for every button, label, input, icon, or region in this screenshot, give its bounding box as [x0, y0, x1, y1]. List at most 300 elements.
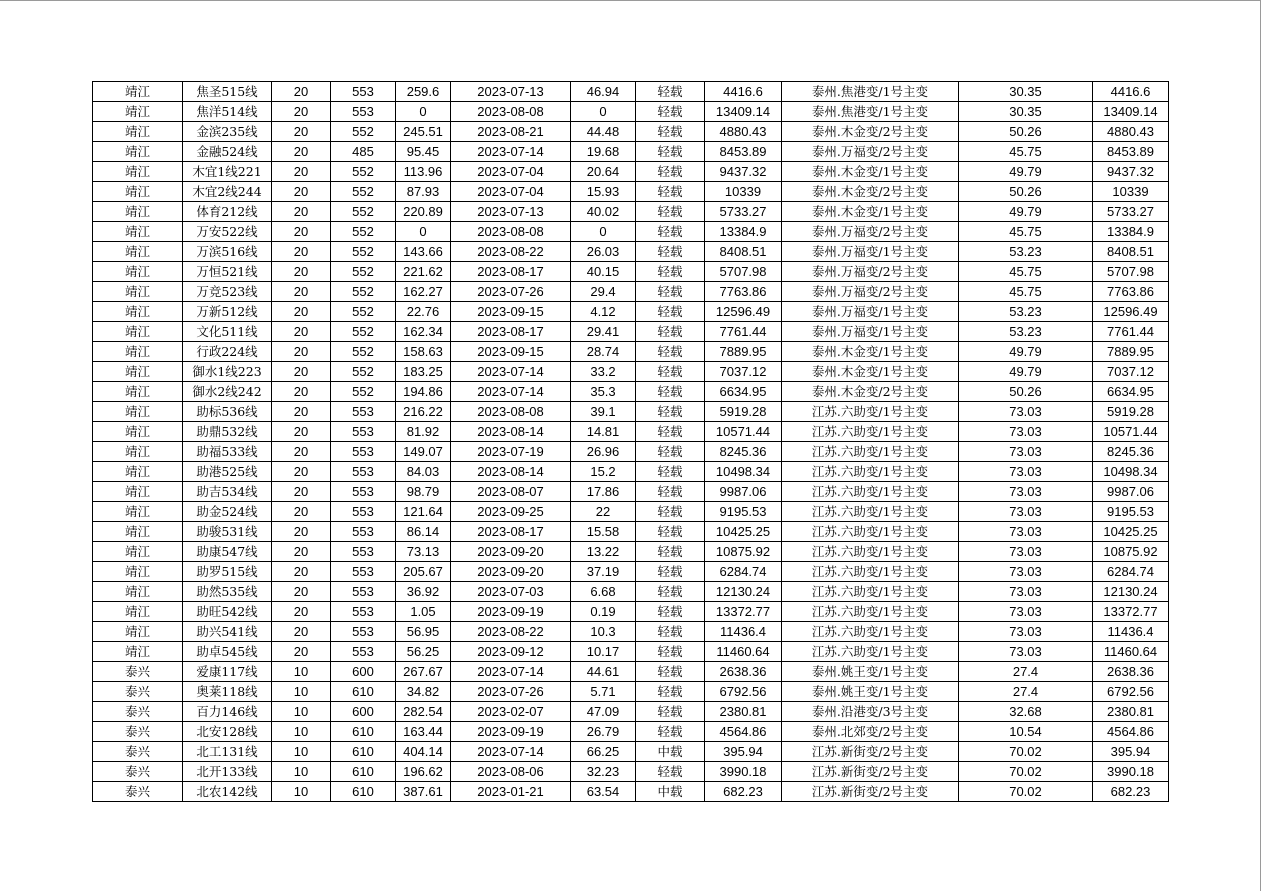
rated-current-cell: 553	[331, 542, 396, 562]
load-rate-cell: 0	[571, 102, 636, 122]
region-cell: 靖江	[93, 382, 183, 402]
substation-transformer-cell: 江苏.六助变/1号主变	[782, 522, 959, 542]
remaining-capacity-cell: 9437.32	[1093, 162, 1169, 182]
table-row	[93, 382, 1169, 402]
remaining-capacity-cell: 4880.43	[1093, 122, 1169, 142]
line-name-cell: 助然535线	[183, 582, 272, 602]
rated-current-cell: 552	[331, 162, 396, 182]
load-status-cell: 轻载	[636, 482, 705, 502]
substation-transformer-cell: 江苏.六助变/1号主变	[782, 402, 959, 422]
substation-transformer-cell: 江苏.六助变/1号主变	[782, 442, 959, 462]
available-capacity-cell: 7889.95	[705, 342, 782, 362]
load-status-cell: 轻载	[636, 142, 705, 162]
rated-current-cell: 553	[331, 82, 396, 102]
voltage-cell: 20	[272, 302, 331, 322]
line-name-cell: 御水2线242	[183, 382, 272, 402]
table-row	[93, 602, 1169, 622]
region-cell: 靖江	[93, 122, 183, 142]
region-cell: 泰兴	[93, 782, 183, 802]
available-capacity-cell: 7763.86	[705, 282, 782, 302]
date-cell: 2023-08-17	[451, 262, 571, 282]
table-row	[93, 342, 1169, 362]
available-capacity-cell: 2380.81	[705, 702, 782, 722]
load-status-cell: 轻载	[636, 322, 705, 342]
transformer-load-cell: 53.23	[959, 322, 1093, 342]
load-status-cell: 轻载	[636, 442, 705, 462]
rated-current-cell: 553	[331, 102, 396, 122]
line-name-cell: 木宜1线221	[183, 162, 272, 182]
max-current-cell: 183.25	[396, 362, 451, 382]
remaining-capacity-cell: 7761.44	[1093, 322, 1169, 342]
line-name-cell: 万安522线	[183, 222, 272, 242]
transformer-load-cell: 73.03	[959, 502, 1093, 522]
table-row	[93, 462, 1169, 482]
table-row	[93, 502, 1169, 522]
transformer-load-cell: 70.02	[959, 762, 1093, 782]
substation-transformer-cell: 泰州.木金变/1号主变	[782, 202, 959, 222]
table-row	[93, 742, 1169, 762]
date-cell: 2023-07-26	[451, 682, 571, 702]
load-rate-cell: 66.25	[571, 742, 636, 762]
table-row	[93, 182, 1169, 202]
region-cell: 靖江	[93, 182, 183, 202]
load-rate-cell: 15.93	[571, 182, 636, 202]
region-cell: 靖江	[93, 222, 183, 242]
rated-current-cell: 553	[331, 442, 396, 462]
region-cell: 靖江	[93, 562, 183, 582]
voltage-cell: 20	[272, 482, 331, 502]
substation-transformer-cell: 泰州.木金变/2号主变	[782, 382, 959, 402]
load-status-cell: 中载	[636, 782, 705, 802]
load-rate-cell: 10.17	[571, 642, 636, 662]
voltage-cell: 20	[272, 262, 331, 282]
voltage-cell: 20	[272, 582, 331, 602]
available-capacity-cell: 13409.14	[705, 102, 782, 122]
transformer-load-cell: 73.03	[959, 462, 1093, 482]
remaining-capacity-cell: 682.23	[1093, 782, 1169, 802]
date-cell: 2023-09-15	[451, 342, 571, 362]
voltage-cell: 10	[272, 782, 331, 802]
available-capacity-cell: 7037.12	[705, 362, 782, 382]
voltage-cell: 20	[272, 522, 331, 542]
region-cell: 靖江	[93, 282, 183, 302]
load-rate-cell: 32.23	[571, 762, 636, 782]
remaining-capacity-cell: 5919.28	[1093, 402, 1169, 422]
voltage-cell: 20	[272, 642, 331, 662]
date-cell: 2023-08-22	[451, 622, 571, 642]
rated-current-cell: 600	[331, 702, 396, 722]
remaining-capacity-cell: 10339	[1093, 182, 1169, 202]
available-capacity-cell: 6634.95	[705, 382, 782, 402]
table-row	[93, 362, 1169, 382]
table-row	[93, 422, 1169, 442]
substation-transformer-cell: 江苏.六助变/1号主变	[782, 482, 959, 502]
available-capacity-cell: 7761.44	[705, 322, 782, 342]
rated-current-cell: 552	[331, 122, 396, 142]
region-cell: 靖江	[93, 462, 183, 482]
line-name-cell: 助罗515线	[183, 562, 272, 582]
voltage-cell: 20	[272, 362, 331, 382]
table-row	[93, 702, 1169, 722]
line-name-cell: 北农142线	[183, 782, 272, 802]
substation-transformer-cell: 泰州.万福变/2号主变	[782, 222, 959, 242]
voltage-cell: 10	[272, 682, 331, 702]
transformer-load-cell: 73.03	[959, 602, 1093, 622]
load-rate-cell: 10.3	[571, 622, 636, 642]
rated-current-cell: 552	[331, 382, 396, 402]
substation-transformer-cell: 泰州.万福变/1号主变	[782, 302, 959, 322]
remaining-capacity-cell: 7763.86	[1093, 282, 1169, 302]
transformer-load-cell: 49.79	[959, 162, 1093, 182]
voltage-cell: 20	[272, 562, 331, 582]
max-current-cell: 205.67	[396, 562, 451, 582]
line-name-cell: 北安128线	[183, 722, 272, 742]
remaining-capacity-cell: 13409.14	[1093, 102, 1169, 122]
load-status-cell: 轻载	[636, 182, 705, 202]
line-name-cell: 文化511线	[183, 322, 272, 342]
load-status-cell: 轻载	[636, 262, 705, 282]
substation-transformer-cell: 江苏.六助变/1号主变	[782, 642, 959, 662]
rated-current-cell: 553	[331, 642, 396, 662]
max-current-cell: 163.44	[396, 722, 451, 742]
table-row	[93, 322, 1169, 342]
voltage-cell: 20	[272, 222, 331, 242]
rated-current-cell: 552	[331, 322, 396, 342]
voltage-cell: 10	[272, 762, 331, 782]
transformer-load-cell: 53.23	[959, 302, 1093, 322]
load-status-cell: 轻载	[636, 162, 705, 182]
rated-current-cell: 553	[331, 582, 396, 602]
voltage-cell: 20	[272, 602, 331, 622]
load-status-cell: 轻载	[636, 242, 705, 262]
line-name-cell: 助标536线	[183, 402, 272, 422]
remaining-capacity-cell: 8453.89	[1093, 142, 1169, 162]
rated-current-cell: 610	[331, 782, 396, 802]
max-current-cell: 56.25	[396, 642, 451, 662]
max-current-cell: 245.51	[396, 122, 451, 142]
load-status-cell: 轻载	[636, 582, 705, 602]
region-cell: 靖江	[93, 322, 183, 342]
transformer-load-cell: 70.02	[959, 782, 1093, 802]
substation-transformer-cell: 江苏.六助变/1号主变	[782, 422, 959, 442]
date-cell: 2023-09-20	[451, 562, 571, 582]
load-status-cell: 轻载	[636, 422, 705, 442]
table-row	[93, 402, 1169, 422]
table-row	[93, 282, 1169, 302]
voltage-cell: 20	[272, 82, 331, 102]
load-status-cell: 轻载	[636, 382, 705, 402]
remaining-capacity-cell: 2380.81	[1093, 702, 1169, 722]
available-capacity-cell: 4880.43	[705, 122, 782, 142]
voltage-cell: 20	[272, 622, 331, 642]
line-name-cell: 万恒521线	[183, 262, 272, 282]
table-row	[93, 662, 1169, 682]
date-cell: 2023-08-08	[451, 222, 571, 242]
table-row	[93, 202, 1169, 222]
region-cell: 靖江	[93, 302, 183, 322]
available-capacity-cell: 11436.4	[705, 622, 782, 642]
substation-transformer-cell: 江苏.六助变/1号主变	[782, 502, 959, 522]
line-name-cell: 助港525线	[183, 462, 272, 482]
rated-current-cell: 552	[331, 182, 396, 202]
voltage-cell: 20	[272, 402, 331, 422]
line-name-cell: 助康547线	[183, 542, 272, 562]
substation-transformer-cell: 江苏.六助变/1号主变	[782, 622, 959, 642]
voltage-cell: 20	[272, 322, 331, 342]
transformer-load-cell: 45.75	[959, 262, 1093, 282]
table-row	[93, 622, 1169, 642]
load-status-cell: 轻载	[636, 282, 705, 302]
date-cell: 2023-09-12	[451, 642, 571, 662]
date-cell: 2023-08-14	[451, 422, 571, 442]
voltage-cell: 10	[272, 702, 331, 722]
remaining-capacity-cell: 5707.98	[1093, 262, 1169, 282]
table-row	[93, 222, 1169, 242]
substation-transformer-cell: 泰州.万福变/1号主变	[782, 242, 959, 262]
transformer-load-cell: 73.03	[959, 482, 1093, 502]
available-capacity-cell: 10875.92	[705, 542, 782, 562]
transformer-load-cell: 45.75	[959, 222, 1093, 242]
voltage-cell: 20	[272, 202, 331, 222]
rated-current-cell: 485	[331, 142, 396, 162]
max-current-cell: 149.07	[396, 442, 451, 462]
line-name-cell: 木宜2线244	[183, 182, 272, 202]
max-current-cell: 0	[396, 222, 451, 242]
table-row	[93, 142, 1169, 162]
rated-current-cell: 553	[331, 502, 396, 522]
available-capacity-cell: 2638.36	[705, 662, 782, 682]
transformer-load-cell: 45.75	[959, 142, 1093, 162]
max-current-cell: 84.03	[396, 462, 451, 482]
region-cell: 泰兴	[93, 682, 183, 702]
date-cell: 2023-07-13	[451, 202, 571, 222]
load-status-cell: 轻载	[636, 502, 705, 522]
date-cell: 2023-08-17	[451, 522, 571, 542]
load-status-cell: 轻载	[636, 402, 705, 422]
load-rate-cell: 13.22	[571, 542, 636, 562]
transformer-load-cell: 53.23	[959, 242, 1093, 262]
load-status-cell: 轻载	[636, 202, 705, 222]
date-cell: 2023-07-04	[451, 182, 571, 202]
substation-transformer-cell: 泰州.木金变/2号主变	[782, 182, 959, 202]
available-capacity-cell: 6284.74	[705, 562, 782, 582]
voltage-cell: 20	[272, 342, 331, 362]
date-cell: 2023-07-14	[451, 142, 571, 162]
region-cell: 靖江	[93, 262, 183, 282]
region-cell: 靖江	[93, 482, 183, 502]
load-status-cell: 轻载	[636, 722, 705, 742]
table-row	[93, 642, 1169, 662]
load-status-cell: 轻载	[636, 122, 705, 142]
substation-transformer-cell: 泰州.焦港变/1号主变	[782, 82, 959, 102]
rated-current-cell: 552	[331, 282, 396, 302]
substation-transformer-cell: 泰州.万福变/1号主变	[782, 322, 959, 342]
load-rate-cell: 26.79	[571, 722, 636, 742]
transformer-load-cell: 49.79	[959, 362, 1093, 382]
line-name-cell: 焦洋514线	[183, 102, 272, 122]
load-rate-cell: 33.2	[571, 362, 636, 382]
region-cell: 靖江	[93, 402, 183, 422]
remaining-capacity-cell: 3990.18	[1093, 762, 1169, 782]
transformer-load-cell: 73.03	[959, 582, 1093, 602]
transformer-load-cell: 50.26	[959, 382, 1093, 402]
remaining-capacity-cell: 4564.86	[1093, 722, 1169, 742]
load-status-cell: 轻载	[636, 222, 705, 242]
line-name-cell: 金融524线	[183, 142, 272, 162]
load-status-cell: 轻载	[636, 602, 705, 622]
load-rate-cell: 22	[571, 502, 636, 522]
max-current-cell: 162.27	[396, 282, 451, 302]
load-rate-cell: 15.58	[571, 522, 636, 542]
load-rate-cell: 29.41	[571, 322, 636, 342]
max-current-cell: 0	[396, 102, 451, 122]
available-capacity-cell: 9195.53	[705, 502, 782, 522]
substation-transformer-cell: 泰州.木金变/1号主变	[782, 342, 959, 362]
line-name-cell: 百力146线	[183, 702, 272, 722]
table-row	[93, 122, 1169, 142]
load-status-cell: 轻载	[636, 682, 705, 702]
rated-current-cell: 552	[331, 222, 396, 242]
load-status-cell: 轻载	[636, 762, 705, 782]
substation-transformer-cell: 江苏.新街变/2号主变	[782, 742, 959, 762]
region-cell: 泰兴	[93, 662, 183, 682]
remaining-capacity-cell: 13372.77	[1093, 602, 1169, 622]
load-rate-cell: 5.71	[571, 682, 636, 702]
load-status-cell: 轻载	[636, 662, 705, 682]
substation-transformer-cell: 泰州.焦港变/1号主变	[782, 102, 959, 122]
voltage-cell: 20	[272, 442, 331, 462]
load-rate-cell: 0	[571, 222, 636, 242]
voltage-cell: 20	[272, 122, 331, 142]
load-status-cell: 轻载	[636, 522, 705, 542]
transformer-load-cell: 73.03	[959, 422, 1093, 442]
region-cell: 泰兴	[93, 702, 183, 722]
max-current-cell: 22.76	[396, 302, 451, 322]
load-rate-cell: 40.02	[571, 202, 636, 222]
max-current-cell: 194.86	[396, 382, 451, 402]
available-capacity-cell: 13384.9	[705, 222, 782, 242]
max-current-cell: 221.62	[396, 262, 451, 282]
rated-current-cell: 553	[331, 602, 396, 622]
load-rate-cell: 15.2	[571, 462, 636, 482]
line-name-cell: 万竞523线	[183, 282, 272, 302]
voltage-cell: 20	[272, 142, 331, 162]
region-cell: 泰兴	[93, 762, 183, 782]
available-capacity-cell: 4416.6	[705, 82, 782, 102]
date-cell: 2023-09-25	[451, 502, 571, 522]
table-row	[93, 582, 1169, 602]
load-rate-cell: 0.19	[571, 602, 636, 622]
max-current-cell: 98.79	[396, 482, 451, 502]
max-current-cell: 81.92	[396, 422, 451, 442]
substation-transformer-cell: 泰州.万福变/2号主变	[782, 262, 959, 282]
max-current-cell: 404.14	[396, 742, 451, 762]
transformer-load-cell: 73.03	[959, 442, 1093, 462]
load-status-cell: 轻载	[636, 362, 705, 382]
rated-current-cell: 610	[331, 762, 396, 782]
line-name-cell: 北工131线	[183, 742, 272, 762]
substation-transformer-cell: 江苏.六助变/1号主变	[782, 582, 959, 602]
max-current-cell: 143.66	[396, 242, 451, 262]
available-capacity-cell: 6792.56	[705, 682, 782, 702]
date-cell: 2023-08-22	[451, 242, 571, 262]
load-status-cell: 轻载	[636, 622, 705, 642]
region-cell: 靖江	[93, 622, 183, 642]
remaining-capacity-cell: 12130.24	[1093, 582, 1169, 602]
region-cell: 靖江	[93, 582, 183, 602]
max-current-cell: 220.89	[396, 202, 451, 222]
date-cell: 2023-01-21	[451, 782, 571, 802]
load-rate-cell: 26.96	[571, 442, 636, 462]
line-name-cell: 助金524线	[183, 502, 272, 522]
load-rate-cell: 20.64	[571, 162, 636, 182]
date-cell: 2023-07-14	[451, 382, 571, 402]
voltage-cell: 20	[272, 462, 331, 482]
date-cell: 2023-09-19	[451, 602, 571, 622]
load-status-cell: 轻载	[636, 102, 705, 122]
transformer-load-cell: 73.03	[959, 562, 1093, 582]
available-capacity-cell: 5707.98	[705, 262, 782, 282]
remaining-capacity-cell: 6634.95	[1093, 382, 1169, 402]
region-cell: 靖江	[93, 362, 183, 382]
region-cell: 靖江	[93, 202, 183, 222]
region-cell: 靖江	[93, 242, 183, 262]
rated-current-cell: 610	[331, 722, 396, 742]
load-status-cell: 轻载	[636, 342, 705, 362]
available-capacity-cell: 3990.18	[705, 762, 782, 782]
max-current-cell: 36.92	[396, 582, 451, 602]
date-cell: 2023-08-08	[451, 402, 571, 422]
rated-current-cell: 553	[331, 522, 396, 542]
substation-transformer-cell: 江苏.六助变/1号主变	[782, 602, 959, 622]
load-rate-cell: 17.86	[571, 482, 636, 502]
transformer-load-cell: 70.02	[959, 742, 1093, 762]
transformer-load-cell: 73.03	[959, 622, 1093, 642]
remaining-capacity-cell: 6284.74	[1093, 562, 1169, 582]
date-cell: 2023-07-26	[451, 282, 571, 302]
load-rate-cell: 37.19	[571, 562, 636, 582]
remaining-capacity-cell: 11460.64	[1093, 642, 1169, 662]
region-cell: 靖江	[93, 542, 183, 562]
table-row	[93, 242, 1169, 262]
remaining-capacity-cell: 9987.06	[1093, 482, 1169, 502]
transformer-load-cell: 73.03	[959, 522, 1093, 542]
load-rate-cell: 44.48	[571, 122, 636, 142]
voltage-cell: 20	[272, 182, 331, 202]
load-rate-cell: 47.09	[571, 702, 636, 722]
transformer-load-cell: 10.54	[959, 722, 1093, 742]
substation-transformer-cell: 泰州.木金变/1号主变	[782, 162, 959, 182]
available-capacity-cell: 10339	[705, 182, 782, 202]
load-rate-cell: 28.74	[571, 342, 636, 362]
table-row	[93, 442, 1169, 462]
date-cell: 2023-09-19	[451, 722, 571, 742]
max-current-cell: 1.05	[396, 602, 451, 622]
voltage-cell: 10	[272, 662, 331, 682]
date-cell: 2023-07-19	[451, 442, 571, 462]
rated-current-cell: 553	[331, 422, 396, 442]
line-name-cell: 助卓545线	[183, 642, 272, 662]
line-name-cell: 焦圣515线	[183, 82, 272, 102]
available-capacity-cell: 10425.25	[705, 522, 782, 542]
remaining-capacity-cell: 2638.36	[1093, 662, 1169, 682]
load-rate-cell: 26.03	[571, 242, 636, 262]
transformer-load-cell: 73.03	[959, 642, 1093, 662]
load-rate-cell: 39.1	[571, 402, 636, 422]
table-row	[93, 682, 1169, 702]
max-current-cell: 158.63	[396, 342, 451, 362]
line-name-cell: 北开133线	[183, 762, 272, 782]
